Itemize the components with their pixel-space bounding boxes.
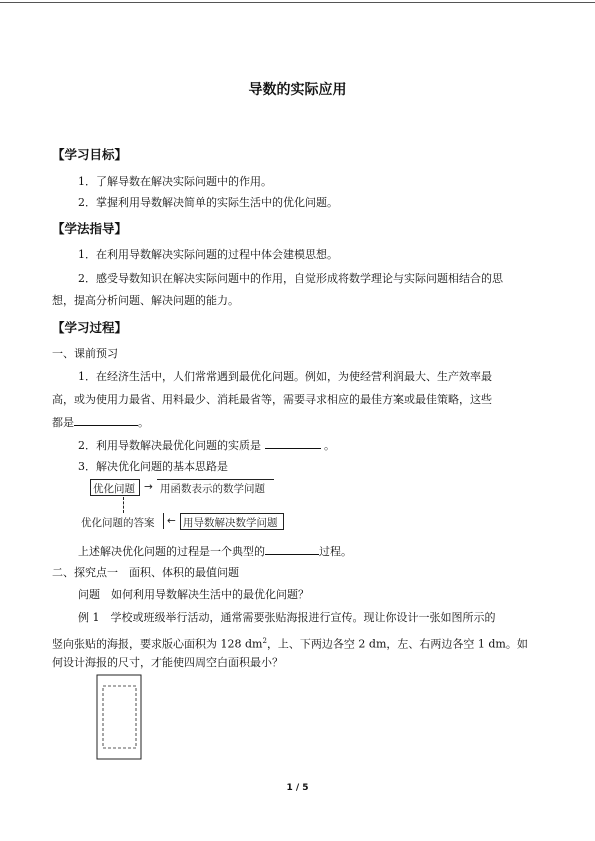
part2-question: 问题 如何利用导数解决生活中的最优化问题？: [78, 588, 309, 601]
example-line2: [52, 634, 528, 652]
part1-title: 一、课前预习: [52, 347, 118, 360]
q2-line: [78, 438, 335, 453]
goal-item-2: 2．掌握利用导数解决简单的实际生活中的优化问题。: [78, 196, 338, 209]
example-line2-sup: 2: [262, 637, 267, 645]
process-heading: 【学习过程】: [52, 320, 128, 335]
summary-prefix: 上述解决优化问题的过程是一个典型的: [78, 545, 265, 558]
summary-line: [78, 544, 352, 559]
goals-heading: 【学习目标】: [52, 147, 128, 162]
method-item-1: 1．在利用导数解决实际问题的过程中体会建模思想。: [78, 248, 338, 261]
flow-label-function-problem: 用函数表示的数学问题: [160, 483, 265, 495]
example-line1: 例 1 学校或班级举行活动，通常需要张贴海报进行宣传。现让你设计一张如图所示的: [78, 611, 496, 624]
flow-divider: [163, 513, 164, 529]
summary-suffix: 过程。: [319, 545, 352, 558]
method-item-2-line1: 2．感受导数知识在解决实际问题中的作用，自觉形成将数学理论与实际问题相结合的思: [78, 272, 503, 285]
method-heading: 【学法指导】: [52, 221, 128, 236]
page-number: 1 / 5: [286, 783, 309, 793]
example-line3: 何设计海报的尺寸，才能使四周空白面积最小？: [52, 656, 283, 669]
poster-inner-dashed-border: [103, 686, 136, 748]
poster-outer-border: [97, 675, 141, 759]
top-rule: [0, 2, 595, 3]
flow-arrow-left: ←: [167, 515, 176, 527]
q1-line1: 1．在经济生活中，人们常常遇到最优化问题。例如，为使经营利润最大、生产效率最: [78, 370, 492, 383]
example-line2-a: 竖向张贴的海报，要求版心面积为 128 dm: [52, 637, 263, 651]
method-item-2-line2: 想，提高分析问题、解决问题的能力。: [52, 294, 239, 307]
q2-suffix: 。: [324, 439, 335, 452]
summary-blank[interactable]: [265, 544, 319, 555]
q2-prefix: 2．利用导数解决最优化问题的实质是: [78, 439, 261, 452]
page-title: 导数的实际应用: [248, 82, 347, 98]
q2-blank[interactable]: [265, 438, 321, 449]
part2-title: 二、探究点一 面积、体积的最值问题: [52, 566, 239, 579]
q1-line2: 高，或为使用力最省、用料最少、消耗最省等，需要寻求相应的最佳方案或最佳策略，这些: [52, 393, 492, 406]
flow-arrow-right: →: [144, 481, 153, 493]
q3-line: 3．解决优化问题的基本思路是: [78, 460, 228, 473]
flow-label-answer: 优化问题的答案: [81, 517, 155, 529]
flow-dashed-connector: [123, 497, 124, 513]
q1-line3-prefix: 都是: [52, 416, 74, 429]
q1-line3-suffix: 。: [138, 416, 149, 429]
q1-blank[interactable]: [74, 415, 138, 426]
example-line2-b: ，上、下两边各空 2 dm，左、右两边各空 1 dm。如: [266, 637, 528, 651]
flow-label-derivative-solution: 用导数解决数学问题: [183, 517, 278, 529]
q1-line3: [52, 415, 149, 430]
poster-figure: [94, 672, 144, 762]
flow-top-rule: [157, 479, 274, 480]
flow-label-optimization-problem: 优化问题: [93, 483, 135, 495]
goal-item-1: 1．了解导数在解决实际问题中的作用。: [78, 175, 272, 188]
